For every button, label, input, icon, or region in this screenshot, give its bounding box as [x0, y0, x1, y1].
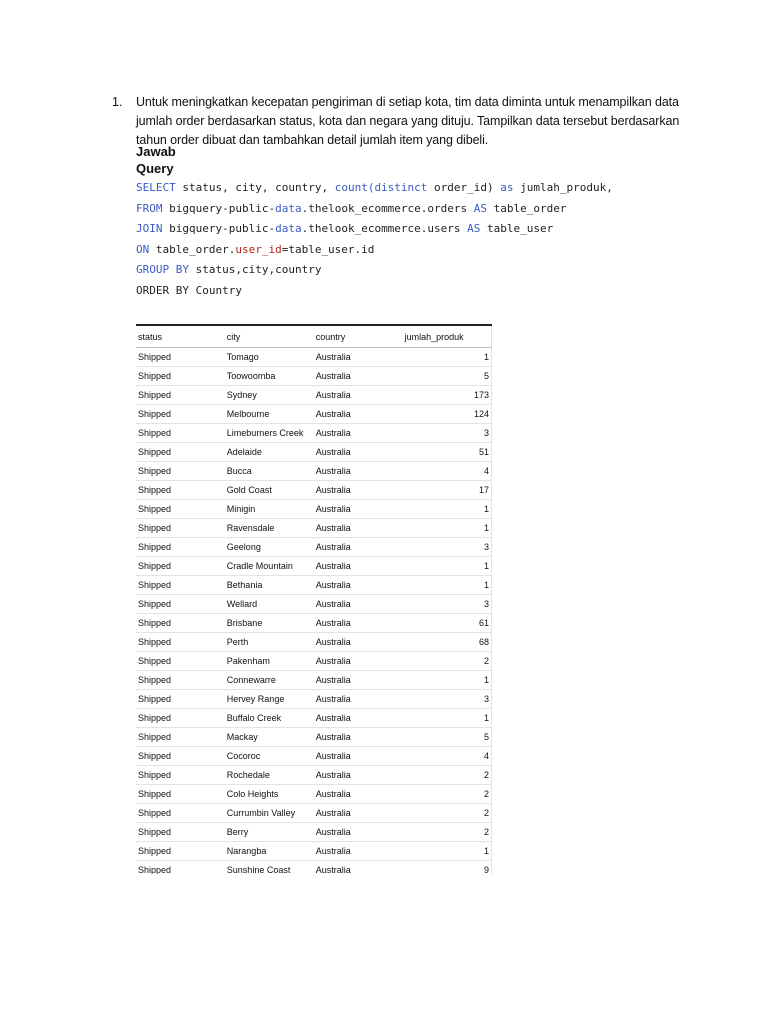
question-line: jumlah order berdasarkan status, kota dan negara yang dituju. Tampilkan data tersebut berdasarkan — [136, 114, 680, 128]
table-row — [136, 785, 492, 804]
sql-text: .thelook_ecommerce.users — [301, 222, 468, 235]
table-body — [136, 348, 492, 875]
table-cell-status: Shipped — [136, 861, 225, 875]
table-cell-jumlah-produk: 1 — [403, 557, 492, 576]
sql-keyword: JOIN — [136, 222, 163, 235]
table-cell-country: Australia — [314, 785, 403, 804]
table-cell-jumlah-produk: 1 — [403, 842, 492, 861]
table-cell-city: Cradle Mountain — [225, 557, 314, 576]
table-cell-jumlah-produk: 1 — [403, 348, 492, 367]
table-cell-country: Australia — [314, 424, 403, 443]
sql-keyword: AS — [467, 222, 481, 235]
table-cell-status: Shipped — [136, 576, 225, 595]
table-cell-jumlah-produk: 173 — [403, 386, 492, 405]
table-row — [136, 386, 492, 405]
sql-line — [136, 260, 613, 281]
table-row — [136, 747, 492, 766]
table-cell-jumlah-produk: 1 — [403, 671, 492, 690]
table-row — [136, 823, 492, 842]
sql-text: =table_user.id — [281, 242, 375, 256]
table-cell-jumlah-produk: 9 — [403, 861, 492, 875]
table-cell-jumlah-produk: 5 — [403, 728, 492, 747]
table-cell-jumlah-produk: 2 — [403, 766, 492, 785]
query-label: Query — [136, 161, 174, 176]
table-cell-city: Cocoroc — [225, 747, 314, 766]
table-cell-status: Shipped — [136, 709, 225, 728]
sql-line — [136, 281, 613, 302]
sql-keyword: count(distinct — [334, 181, 428, 194]
table-cell-jumlah-produk: 4 — [403, 462, 492, 481]
table-cell-status: Shipped — [136, 690, 225, 709]
table-row — [136, 690, 492, 709]
table-row — [136, 424, 492, 443]
table-cell-city: Tomago — [225, 348, 314, 367]
table-cell-jumlah-produk: 17 — [403, 481, 492, 500]
table-cell-status: Shipped — [136, 785, 225, 804]
table-cell-status: Shipped — [136, 633, 225, 652]
table-row — [136, 443, 492, 462]
table-row — [136, 614, 492, 633]
table-cell-status: Shipped — [136, 500, 225, 519]
table-cell-city: Perth — [225, 633, 314, 652]
table-cell-city: Buffalo Creek — [225, 709, 314, 728]
result-table — [136, 326, 492, 874]
sql-line — [136, 178, 613, 199]
table-row — [136, 728, 492, 747]
table-cell-country: Australia — [314, 614, 403, 633]
table-row — [136, 481, 492, 500]
sql-text: status,city,country — [188, 263, 322, 276]
table-cell-city: Wellard — [225, 595, 314, 614]
question-text — [136, 93, 706, 150]
table-cell-city: Sydney — [225, 386, 314, 405]
table-cell-jumlah-produk: 2 — [403, 785, 492, 804]
table-row — [136, 557, 492, 576]
table-cell-country: Australia — [314, 747, 403, 766]
table-row — [136, 595, 492, 614]
table-cell-city: Berry — [225, 823, 314, 842]
table-cell-jumlah-produk: 2 — [403, 823, 492, 842]
question-line: Untuk meningkatkan kecepatan pengiriman di setiap kota, tim data diminta untuk menampilkan data — [136, 95, 679, 109]
sql-keyword: AS — [473, 201, 488, 215]
table-cell-country: Australia — [314, 348, 403, 367]
sql-text: bigquery-public- — [162, 201, 276, 215]
table-cell-city: Ravensdale — [225, 519, 314, 538]
sql-text: table_user — [480, 222, 554, 235]
table-cell-status: Shipped — [136, 386, 225, 405]
sql-keyword: GROUP BY — [136, 263, 189, 276]
table-cell-city: Mackay — [225, 728, 314, 747]
table-cell-country: Australia — [314, 690, 403, 709]
table-cell-country: Australia — [314, 481, 403, 500]
sql-line — [136, 199, 613, 220]
sql-keyword: data — [275, 201, 302, 215]
table-cell-country: Australia — [314, 557, 403, 576]
table-row — [136, 633, 492, 652]
table-cell-country: Australia — [314, 652, 403, 671]
table-cell-status: Shipped — [136, 728, 225, 747]
table-cell-status: Shipped — [136, 538, 225, 557]
table-cell-country: Australia — [314, 500, 403, 519]
table-cell-status: Shipped — [136, 424, 225, 443]
table-cell-country: Australia — [314, 842, 403, 861]
table-cell-country: Australia — [314, 671, 403, 690]
table-cell-country: Australia — [314, 576, 403, 595]
sql-highlight: user_id — [235, 242, 282, 256]
table-cell-country: Australia — [314, 823, 403, 842]
table-cell-jumlah-produk: 3 — [403, 424, 492, 443]
table-cell-status: Shipped — [136, 652, 225, 671]
table-row — [136, 519, 492, 538]
sql-text: order_id) — [427, 181, 501, 194]
table-row — [136, 405, 492, 424]
sql-text: .thelook_ecommerce.orders — [301, 201, 474, 215]
table-cell-jumlah-produk: 1 — [403, 576, 492, 595]
table-cell-jumlah-produk: 51 — [403, 443, 492, 462]
table-cell-city: Currumbin Valley — [225, 804, 314, 823]
table-cell-status: Shipped — [136, 842, 225, 861]
table-cell-country: Australia — [314, 443, 403, 462]
table-row — [136, 462, 492, 481]
question-number: 1. — [112, 95, 123, 109]
question-line: tahun order dibuat dan tambahkan detail jumlah item yang dibeli. — [136, 133, 489, 147]
table-cell-status: Shipped — [136, 595, 225, 614]
sql-keyword: as — [500, 181, 514, 194]
table-cell-city: Connewarre — [225, 671, 314, 690]
answer-label: Jawab — [136, 144, 176, 159]
table-cell-jumlah-produk: 1 — [403, 500, 492, 519]
table-cell-country: Australia — [314, 766, 403, 785]
table-cell-city: Geelong — [225, 538, 314, 557]
table-cell-city: Melbourne — [225, 405, 314, 424]
table-row — [136, 576, 492, 595]
table-cell-country: Australia — [314, 405, 403, 424]
table-header-row — [136, 326, 492, 348]
table-cell-city: Bucca — [225, 462, 314, 481]
table-cell-jumlah-produk: 3 — [403, 538, 492, 557]
table-cell-city: Pakenham — [225, 652, 314, 671]
table-cell-city: Rochedale — [225, 766, 314, 785]
sql-text: table_order — [487, 201, 567, 215]
sql-line — [136, 240, 613, 261]
table-cell-status: Shipped — [136, 443, 225, 462]
table-cell-country: Australia — [314, 728, 403, 747]
table-cell-status: Shipped — [136, 614, 225, 633]
sql-query-block — [136, 178, 613, 301]
table-cell-status: Shipped — [136, 405, 225, 424]
table-cell-city: Adelaide — [225, 443, 314, 462]
table-cell-city: Minigin — [225, 500, 314, 519]
table-row — [136, 804, 492, 823]
table-cell-status: Shipped — [136, 823, 225, 842]
sql-text: table_order. — [149, 242, 236, 256]
table-cell-jumlah-produk: 1 — [403, 709, 492, 728]
table-row — [136, 348, 492, 367]
table-cell-country: Australia — [314, 804, 403, 823]
table-cell-country: Australia — [314, 861, 403, 875]
table-cell-city: Bethania — [225, 576, 314, 595]
table-cell-country: Australia — [314, 538, 403, 557]
table-cell-jumlah-produk: 61 — [403, 614, 492, 633]
table-cell-status: Shipped — [136, 804, 225, 823]
table-cell-city: Toowoomba — [225, 367, 314, 386]
table-row — [136, 652, 492, 671]
table-cell-city: Colo Heights — [225, 785, 314, 804]
table-cell-status: Shipped — [136, 747, 225, 766]
table-cell-jumlah-produk: 3 — [403, 595, 492, 614]
table-row — [136, 842, 492, 861]
table-cell-country: Australia — [314, 367, 403, 386]
sql-line — [136, 219, 613, 240]
table-row — [136, 766, 492, 785]
table-row — [136, 367, 492, 386]
table-row — [136, 538, 492, 557]
sql-keyword: SELECT — [136, 181, 176, 194]
table-cell-status: Shipped — [136, 481, 225, 500]
table-cell-status: Shipped — [136, 557, 225, 576]
table-cell-jumlah-produk: 2 — [403, 804, 492, 823]
table-cell-status: Shipped — [136, 766, 225, 785]
table-cell-country: Australia — [314, 595, 403, 614]
sql-text: status, city, country, — [175, 181, 335, 194]
table-cell-jumlah-produk: 1 — [403, 519, 492, 538]
table-cell-jumlah-produk: 4 — [403, 747, 492, 766]
sql-text: ORDER BY Country — [136, 283, 242, 297]
table-cell-country: Australia — [314, 462, 403, 481]
table-cell-jumlah-produk: 2 — [403, 652, 492, 671]
table-cell-city: Brisbane — [225, 614, 314, 633]
column-header-status: status — [136, 326, 225, 348]
sql-keyword: FROM — [136, 201, 163, 215]
table-cell-status: Shipped — [136, 348, 225, 367]
table-row — [136, 861, 492, 875]
result-table-container — [136, 324, 492, 874]
table-row — [136, 671, 492, 690]
table-cell-jumlah-produk: 124 — [403, 405, 492, 424]
table-cell-city: Sunshine Coast — [225, 861, 314, 875]
table-cell-status: Shipped — [136, 367, 225, 386]
sql-text: bigquery-public- — [162, 222, 276, 235]
table-cell-city: Gold Coast — [225, 481, 314, 500]
table-cell-city: Narangba — [225, 842, 314, 861]
table-cell-country: Australia — [314, 709, 403, 728]
table-cell-country: Australia — [314, 386, 403, 405]
sql-text: jumlah_produk, — [513, 181, 613, 194]
column-header-city: city — [225, 326, 314, 348]
table-cell-country: Australia — [314, 633, 403, 652]
table-cell-jumlah-produk: 68 — [403, 633, 492, 652]
table-cell-city: Limeburners Creek — [225, 424, 314, 443]
sql-keyword: ON — [136, 242, 150, 256]
column-header-country: country — [314, 326, 403, 348]
table-cell-city: Hervey Range — [225, 690, 314, 709]
table-cell-status: Shipped — [136, 671, 225, 690]
table-cell-jumlah-produk: 3 — [403, 690, 492, 709]
table-row — [136, 500, 492, 519]
table-cell-status: Shipped — [136, 519, 225, 538]
table-cell-status: Shipped — [136, 462, 225, 481]
table-cell-jumlah-produk: 5 — [403, 367, 492, 386]
table-cell-country: Australia — [314, 519, 403, 538]
table-row — [136, 709, 492, 728]
column-header-jumlah-produk: jumlah_produk — [403, 326, 492, 348]
sql-keyword: data — [275, 222, 302, 235]
